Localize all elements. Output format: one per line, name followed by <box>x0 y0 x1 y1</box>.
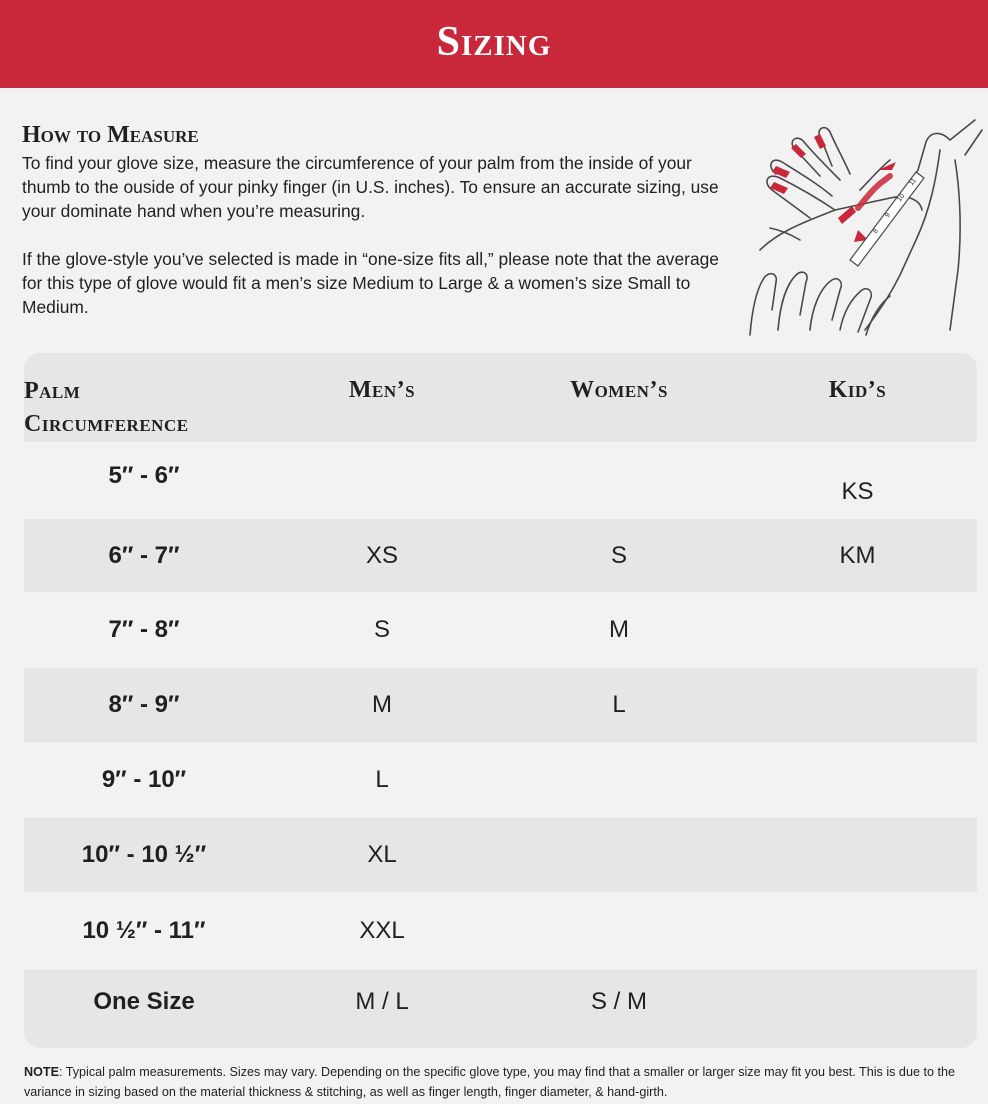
header-palm-label: Palm <box>24 378 81 404</box>
header-mens: Men’s <box>348 377 416 403</box>
womens-cell: L <box>612 691 626 718</box>
how-to-measure-heading: How to Measure <box>22 122 199 148</box>
note-label: NOTE <box>24 1065 59 1079</box>
instructions-paragraph: To find your glove size, measure the circumference of your palm from the inside of your thumb to the ouside of your pinky finger (in U.S. inches). To ensure an accurate sizing, use your dominate hand when you’re measuring. <box>22 153 719 221</box>
mens-cell: M <box>372 691 392 718</box>
how-to-measure-text <box>22 151 737 319</box>
womens-cell: S <box>610 541 627 569</box>
palm-cell: 10″ - 10 ½″ <box>81 841 207 868</box>
table-row <box>24 668 977 742</box>
kids-cell <box>738 818 977 892</box>
mens-cell: L <box>375 766 389 793</box>
kids-cell <box>738 592 977 668</box>
mens-cell: XS <box>365 541 398 569</box>
kids-cell <box>738 892 977 970</box>
palm-cell: One Size <box>93 988 195 1015</box>
table-row <box>24 818 977 892</box>
palm-cell: 9″ - 10″ <box>101 766 187 793</box>
mens-cell: XXL <box>359 917 405 944</box>
womens-cell: S / M <box>590 988 647 1015</box>
palm-cell: 7″ - 8″ <box>108 616 180 643</box>
womens-cell <box>500 442 738 519</box>
tape-number-9: 9 <box>884 211 892 220</box>
size-chart-table <box>24 353 977 1048</box>
mens-cell: M / L <box>355 988 409 1015</box>
womens-cell <box>500 742 738 818</box>
sizing-banner <box>0 0 988 88</box>
womens-cell <box>500 818 738 892</box>
palm-cell: 6″ - 7″ <box>108 541 180 569</box>
table-header-row <box>24 353 977 442</box>
kids-cell: KM <box>839 541 876 569</box>
page-title: Sizing <box>436 19 552 65</box>
palm-cell: 5″ - 6″ <box>108 461 180 489</box>
table-row <box>24 442 977 519</box>
kids-cell <box>738 970 977 1048</box>
mens-cell: S <box>373 616 390 643</box>
tape-number-11: 11 <box>908 177 919 188</box>
kids-cell <box>738 668 977 742</box>
mens-cell: XL <box>367 841 397 868</box>
header-kids: Kid’s <box>828 377 887 403</box>
header-palm-circumference <box>24 353 264 442</box>
table-row <box>24 519 977 592</box>
table-row <box>24 592 977 668</box>
footnote <box>24 1062 974 1102</box>
table-row <box>24 970 977 1048</box>
palm-cell: 10 ½″ - 11″ <box>82 917 206 944</box>
header-womens: Women’s <box>570 377 668 403</box>
kids-cell: KS <box>841 477 874 505</box>
table-row <box>24 892 977 970</box>
note-text: : Typical palm measurements. Sizes may vary. Depending on the specific glove type, you may find that a smaller or larger size may fit you best. This is due to the variance in sizing based on the material thickness & stitching, as well as finger length, finger diameter, & hand-girth. <box>24 1065 955 1099</box>
one-size-paragraph: If the glove-style you’ve selected is made in “one-size fits all,” please note that the average for this type of glove would fit a men’s size Medium to Large & a women’s size Small to Medium. <box>22 249 719 317</box>
tape-number-8: 8 <box>872 227 880 236</box>
mens-cell <box>264 442 500 519</box>
tape-number-10: 10 <box>896 192 907 204</box>
header-circumference-label: Circumference <box>24 411 189 437</box>
palm-cell: 8″ - 9″ <box>108 691 180 718</box>
womens-cell <box>500 892 738 970</box>
kids-cell <box>738 742 977 818</box>
table-row <box>24 742 977 818</box>
womens-cell: M <box>609 616 629 643</box>
hand-measuring-illustration <box>740 110 985 340</box>
